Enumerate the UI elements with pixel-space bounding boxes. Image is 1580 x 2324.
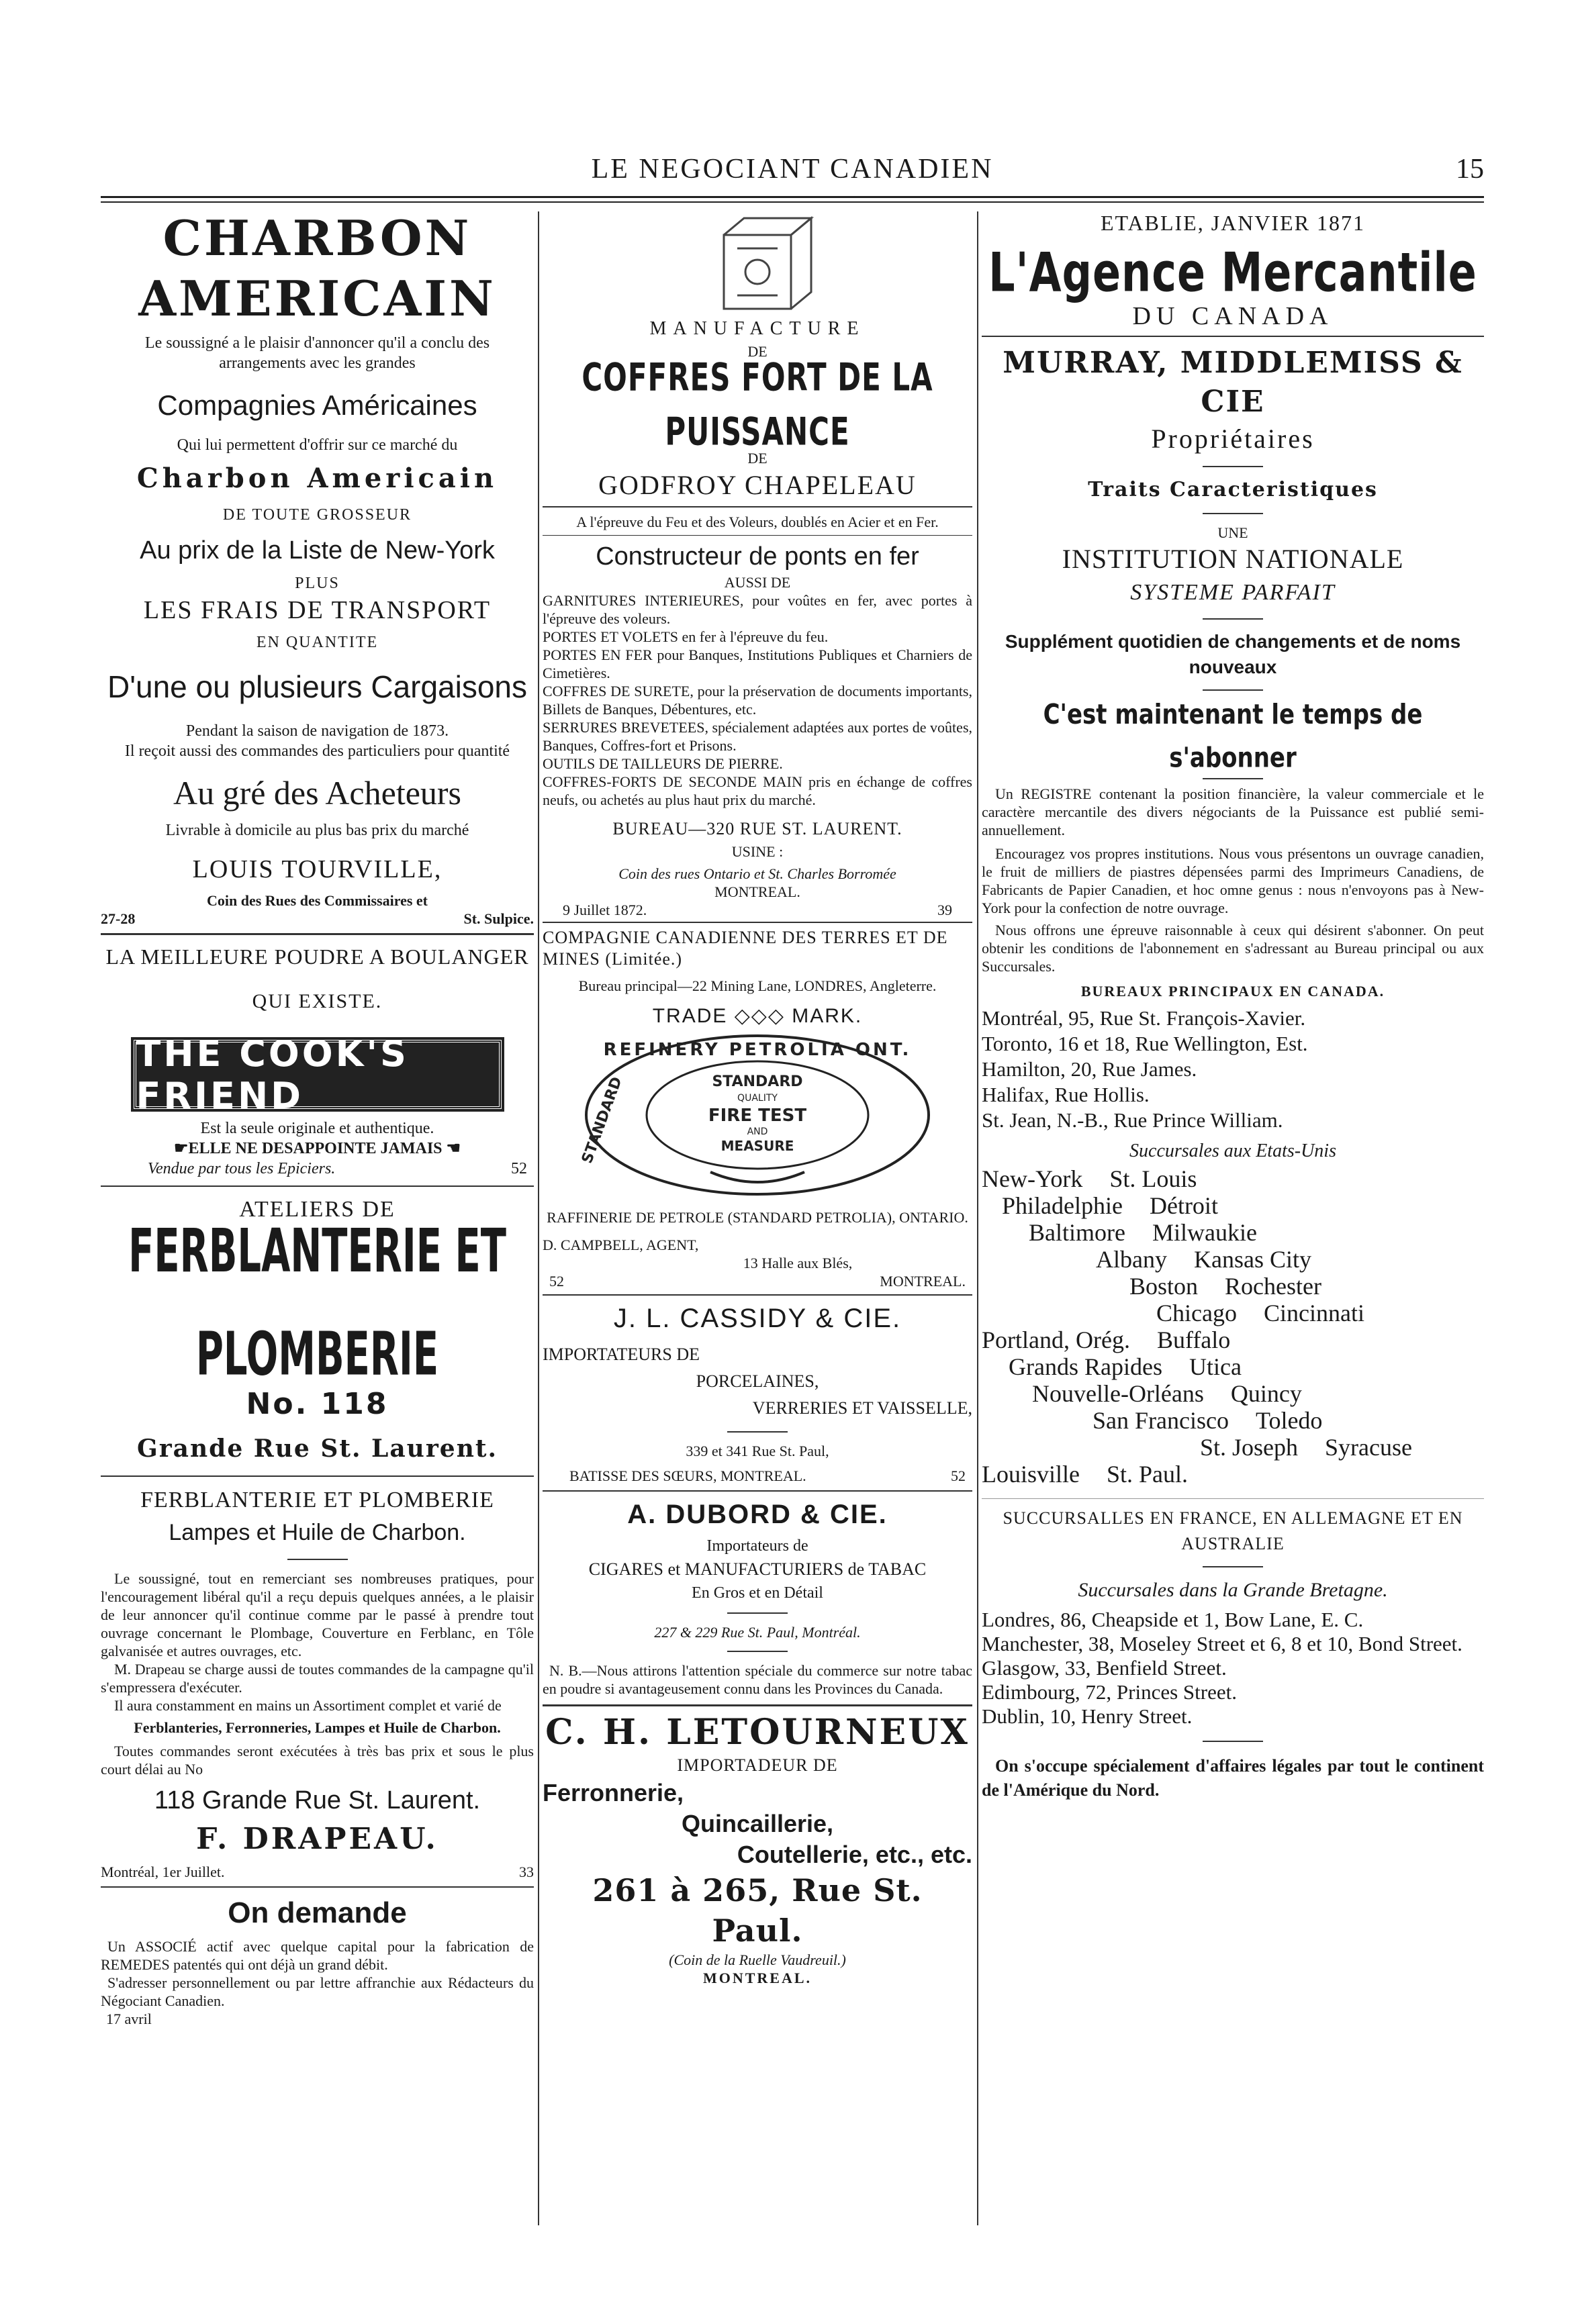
seal-line-4: AND bbox=[747, 1126, 768, 1137]
frais-heading: LES FRAIS DE TRANSPORT bbox=[143, 596, 492, 624]
sadresser-text: S'adresser personnellement ou par lettre affranchie aux Rédacteurs du Négociant Canadien. bbox=[101, 1974, 534, 2009]
usine-city: MONTREAL. bbox=[714, 883, 800, 900]
city-name: Boston bbox=[1129, 1273, 1199, 1300]
column-divider-1 bbox=[538, 211, 539, 2225]
column-divider-2 bbox=[977, 211, 978, 2225]
cassidy-verreries: VERRERIES ET VAISSELLE, bbox=[752, 1398, 972, 1418]
coffres-title: COFFRES FORT DE LA PUISSANCE bbox=[582, 354, 933, 454]
city-name: Toledo bbox=[1255, 1407, 1323, 1434]
ferblanteries-list: Ferblanteries, Ferronneries, Lampes et Huile de Charbon. bbox=[134, 1719, 501, 1736]
letourneux-coutellerie: Coutellerie, etc., etc. bbox=[737, 1841, 972, 1868]
column-2 bbox=[543, 208, 972, 2284]
tourville-num: 27-28 bbox=[101, 910, 136, 927]
letourneux-quincaillerie: Quincaillerie, bbox=[681, 1810, 834, 1837]
recoit-text: Il reçoit aussi des commandes des particuliers pour quantité bbox=[124, 742, 510, 760]
dubord-importateurs: Importateurs de bbox=[706, 1537, 808, 1555]
raffinerie-text: RAFFINERIE DE PETROLE (STANDARD PETROLIA), ONTARIO. bbox=[547, 1209, 968, 1226]
drapeau-body-3: Il aura constamment en mains un Assortiment complet et varié de bbox=[114, 1697, 502, 1714]
ad-drapeau bbox=[101, 1195, 534, 1881]
separator bbox=[101, 933, 534, 935]
gb-office-item: Dublin, 10, Henry Street. bbox=[982, 1704, 1193, 1728]
city-row bbox=[982, 1165, 1484, 1192]
separator bbox=[1203, 689, 1263, 691]
campbell-num: 52 bbox=[549, 1273, 564, 1290]
cassidy-batisse-row bbox=[543, 1460, 972, 1485]
office-item: Montréal, 95, Rue St. François-Xavier. bbox=[982, 1006, 1306, 1030]
de-2: DE bbox=[747, 450, 768, 467]
city-row bbox=[982, 1192, 1484, 1219]
separator bbox=[1203, 466, 1263, 467]
city-name: Philadelphie bbox=[1002, 1192, 1123, 1219]
usine-label: USINE : bbox=[731, 843, 784, 860]
city-row bbox=[982, 1326, 1484, 1353]
letourneux-ferronnerie: Ferronnerie, bbox=[543, 1779, 684, 1806]
city-name: Louisville bbox=[982, 1461, 1080, 1488]
letourneux-coin: (Coin de la Ruelle Vaudreuil.) bbox=[669, 1951, 846, 1968]
dubord-cigares: CIGARES et MANUFACTURIERS de TABAC bbox=[588, 1559, 927, 1579]
ad-compagnie-terres bbox=[543, 927, 972, 1290]
encouragez-text: Encouragez vos propres institutions. Nous vous présentons un ouvrage canadien, le fruit de milliers de piastres dépensées parmi des Imprimeurs Canadiens, de Fabricants de Papier Canadien, et hoc omne genus : nous n'envoyons pas à New-York pour la confection de notre ouvrage. bbox=[982, 845, 1484, 916]
separator bbox=[1203, 513, 1263, 514]
addr-118: 118 Grande Rue St. Laurent. bbox=[154, 1786, 481, 1814]
epreuve-text: A l'épreuve du Feu et des Voleurs, doublés en Acier et en Fer. bbox=[576, 514, 939, 530]
city-row bbox=[982, 1407, 1484, 1434]
separator bbox=[543, 1294, 972, 1296]
cassidy-porcelaines: PORCELAINES, bbox=[696, 1371, 819, 1391]
city-row bbox=[982, 1300, 1484, 1326]
succursales-gb-heading: Succursales dans la Grande Bretagne. bbox=[1078, 1579, 1388, 1601]
portes-volets-text: PORTES ET VOLETS en fer à l'épreuve du feu. bbox=[543, 628, 829, 645]
separator bbox=[101, 1475, 534, 1477]
city-row bbox=[982, 1380, 1484, 1407]
city-name: Rochester bbox=[1225, 1273, 1321, 1300]
separator bbox=[101, 1886, 534, 1888]
separator bbox=[727, 1431, 788, 1433]
gb-office-item: Londres, 86, Cheapside et 1, Bow Lane, E. C. bbox=[982, 1608, 1364, 1631]
de-1: DE bbox=[747, 343, 768, 360]
header-rule bbox=[101, 196, 1484, 198]
city-name: St. Paul. bbox=[1107, 1461, 1189, 1488]
vendue-num: 52 bbox=[511, 1160, 527, 1177]
bureaux-heading: BUREAUX PRINCIPAUX EN CANADA. bbox=[1080, 983, 1385, 1000]
campbell-name: D. CAMPBELL, AGENT, bbox=[543, 1237, 699, 1253]
seal-left-text: STANDARD bbox=[579, 1075, 626, 1166]
traits-heading: Traits Caracteristiques bbox=[1088, 478, 1378, 501]
godfroy-name: GODFROY CHAPELEAU bbox=[598, 470, 917, 500]
journal-title: LE NEGOCIANT CANADIEN bbox=[591, 154, 994, 185]
occupe-text: On s'occupe spécialement d'affaires légales par tout le continent de l'Amérique du Nord. bbox=[982, 1756, 1484, 1800]
associe-text: Un ASSOCIÉ actif avec quelque capital pour la fabrication de REMEDES patentés qui ont déjà un grand débit. bbox=[101, 1938, 534, 1973]
supplement-text: Supplément quotidien de changements et de noms nouveaux bbox=[1005, 631, 1461, 677]
serrures-text: SERRURES BREVETEES, spécialement adaptées aux portes de voûtes, Banques, Coffres-fort et Prisons. bbox=[543, 719, 972, 754]
ad-cooks-friend bbox=[101, 942, 534, 1179]
tourville-st-sulpice: St. Sulpice. bbox=[463, 910, 534, 927]
campbell-row bbox=[543, 1272, 972, 1290]
separator bbox=[1203, 1741, 1263, 1742]
ferblanterie-subheading: FERBLANTERIE ET PLOMBERIE bbox=[140, 1488, 494, 1512]
ad-cassidy bbox=[543, 1302, 972, 1485]
toutes-commandes: Toutes commandes seront exécutées à très bas prix et sous le plus court délai au No bbox=[101, 1743, 534, 1778]
en-quantite: EN QUANTITE bbox=[256, 634, 379, 651]
separator bbox=[543, 506, 972, 507]
on-demande-heading: On demande bbox=[228, 1896, 407, 1929]
office-item: Toronto, 16 et 18, Rue Wellington, Est. bbox=[982, 1032, 1308, 1055]
letourneux-importadeur: IMPORTADEUR DE bbox=[677, 1755, 838, 1775]
city-name: Grands Rapides bbox=[1009, 1353, 1162, 1380]
tourville-address-row bbox=[101, 910, 534, 928]
city-name: Nouvelle-Orléans bbox=[1032, 1380, 1204, 1407]
drapeau-name: F. DRAPEAU. bbox=[196, 1822, 438, 1856]
city-name: Quincy bbox=[1230, 1380, 1302, 1407]
page-header bbox=[101, 149, 1484, 189]
separator bbox=[543, 1704, 972, 1706]
drapeau-date: Montréal, 1er Juillet. bbox=[101, 1863, 225, 1880]
seal-line-2: QUALITY bbox=[737, 1093, 778, 1104]
letourneux-name: C. H. LETOURNEUX bbox=[545, 1712, 970, 1753]
grande-rue-heading: Grande Rue St. Laurent. bbox=[136, 1435, 498, 1463]
tourville-coin: Coin des Rues des Commissaires et bbox=[207, 892, 428, 909]
cassidy-importateurs: IMPORTATEURS DE bbox=[543, 1345, 700, 1364]
dubord-name: A. DUBORD & CIE. bbox=[627, 1500, 888, 1529]
separator bbox=[1203, 1566, 1263, 1567]
city-name: St. Joseph bbox=[1200, 1434, 1299, 1461]
separator bbox=[543, 1490, 972, 1492]
office-item: Halifax, Rue Hollis. bbox=[982, 1083, 1150, 1106]
manufacture-heading: MANUFACTURE bbox=[649, 318, 866, 339]
coffres-surete-text: COFFRES DE SURETE, pour la préservation de documents importants, Billets de Banques, Débentures, etc. bbox=[543, 683, 972, 718]
bureau-address: BUREAU—320 RUE ST. LAURENT. bbox=[612, 819, 902, 838]
separator bbox=[287, 1559, 348, 1560]
qui-lui-text: Qui lui permettent d'offrir sur ce marché du bbox=[177, 436, 458, 454]
toute-grosseur: DE TOUTE GROSSEUR bbox=[222, 506, 412, 524]
constructeur-heading: Constructeur de ponts en fer bbox=[596, 542, 919, 571]
ateliers-heading: ATELIERS DE bbox=[239, 1197, 396, 1222]
seal-top-text: REFINERY PETROLIA ONT. bbox=[603, 1040, 912, 1060]
compagnies-heading: Compagnies Américaines bbox=[157, 389, 477, 421]
column-3 bbox=[982, 208, 1484, 2284]
cooks-friend-text: THE COOK'S FRIEND bbox=[136, 1032, 409, 1117]
campbell-halle: 13 Halle aux Blés, bbox=[743, 1255, 853, 1271]
charbon-intro: Le soussigné a le plaisir d'annoncer qu'il a conclu des arrangements avec les grandes bbox=[144, 334, 490, 372]
cest-maintenant-heading: C'est maintenant le temps de s'abonner bbox=[1043, 698, 1423, 775]
institution-heading: INSTITUTION NATIONALE bbox=[1062, 544, 1404, 574]
murray-heading: MURRAY, MIDDLEMISS & CIE bbox=[1003, 346, 1463, 419]
city-name: Baltimore bbox=[1029, 1219, 1125, 1246]
ferblanterie-title: FERBLANTERIE ET PLOMBERIE bbox=[128, 1216, 506, 1390]
city-name: Syracuse bbox=[1325, 1434, 1412, 1461]
succursales-fr-heading: SUCCURSALLES EN FRANCE, EN ALLEMAGNE ET EN AUSTRALIE bbox=[1003, 1508, 1463, 1553]
safe-icon bbox=[543, 208, 972, 316]
city-name: Portland, Orég. bbox=[982, 1326, 1130, 1353]
separator bbox=[543, 922, 972, 923]
aussi-de: AUSSI DE bbox=[724, 574, 791, 591]
seule-text: Est la seule originale et authentique. bbox=[200, 1120, 434, 1137]
city-name: Albany bbox=[1096, 1246, 1167, 1273]
city-name: Chicago bbox=[1156, 1300, 1237, 1326]
agence-title: L'Agence Mercantile bbox=[988, 240, 1477, 304]
dubord-nb: N. B.—Nous attirons l'attention spéciale du commerce sur notre tabac en poudre si avantageusement connu dans les Provinces du Canada. bbox=[543, 1662, 972, 1697]
dubord-en-gros: En Gros et en Détail bbox=[692, 1584, 823, 1602]
lampes-heading: Lampes et Huile de Charbon. bbox=[169, 1520, 466, 1545]
au-gre-heading: Au gré des Acheteurs bbox=[173, 774, 462, 812]
qui-existe: QUI EXISTE. bbox=[252, 990, 383, 1012]
city-name: Kansas City bbox=[1193, 1246, 1311, 1273]
garnitures-text: GARNITURES INTERIEURES, pour voûtes en fer, avec portes à l'épreuve des voleurs. bbox=[543, 592, 972, 627]
cassidy-name: J. L. CASSIDY & CIE. bbox=[613, 1304, 902, 1333]
pendant-text: Pendant la saison de navigation de 1873. bbox=[185, 722, 449, 740]
vendue-text: Vendue par tous les Epiciers. bbox=[148, 1160, 336, 1177]
city-row bbox=[982, 1273, 1484, 1300]
etablie-heading: ETABLIE, JANVIER 1871 bbox=[1100, 211, 1366, 235]
gb-office-item: Glasgow, 33, Benfield Street. bbox=[982, 1656, 1227, 1680]
no-118: No. 118 bbox=[246, 1387, 389, 1421]
ad-charbon-americain bbox=[101, 208, 534, 928]
ad-on-demande bbox=[101, 1893, 534, 2028]
city-name: Buffalo bbox=[1156, 1326, 1231, 1353]
cassidy-num: 52 bbox=[951, 1467, 966, 1484]
du-canada: DU CANADA bbox=[1132, 302, 1334, 330]
drapeau-body-1: Le soussigné, tout en remerciant ses nombreuses pratiques, pour l'encouragement libéral qu'il a reçu depuis quelques années, a le plaisir de leur annoncer qu'il continue comme par le passé à prendre tout ouvrage concernant le Plombage, Couverture en Ferblanc, en Tôle galvanisée et autres ouvrages, etc. bbox=[101, 1570, 534, 1659]
city-row bbox=[982, 1246, 1484, 1273]
plus-text: PLUS bbox=[295, 575, 340, 592]
trade-mark: TRADE ◇◇◇ MARK. bbox=[652, 1005, 863, 1027]
city-name: Détroit bbox=[1149, 1192, 1218, 1219]
seconde-main-text: COFFRES-FORTS DE SECONDE MAIN pris en échange de coffres neufs, ou achetés au plus haut prix du marché. bbox=[543, 773, 972, 808]
office-item: Hamilton, 20, Rue James. bbox=[982, 1057, 1197, 1081]
city-name: New-York bbox=[982, 1165, 1083, 1192]
livrable-text: Livrable à domicile au plus bas prix du marché bbox=[165, 822, 469, 839]
chapeleau-num: 39 bbox=[937, 902, 952, 918]
au-prix-heading: Au prix de la Liste de New-York bbox=[140, 536, 495, 565]
bureau-principal: Bureau principal—22 Mining Lane, LONDRES, Angleterre. bbox=[578, 977, 937, 994]
desappointe-text: ☛ELLE NE DESAPPOINTE JAMAIS ☚ bbox=[173, 1140, 461, 1157]
city-name: St. Louis bbox=[1109, 1165, 1197, 1192]
drapeau-num: 33 bbox=[519, 1863, 534, 1880]
city-name: Cincinnati bbox=[1263, 1300, 1364, 1326]
separator bbox=[982, 1498, 1484, 1499]
vendue-row bbox=[101, 1159, 534, 1179]
coin-usine: Coin des rues Ontario et St. Charles Borromée bbox=[618, 865, 896, 882]
offrons-text: Nous offrons une épreuve raisonnable à ceux qui désirent s'abonner. On peut obtenir les conditions de l'abonnement en s'adressant au Bureau principal ou aux Succursales. bbox=[982, 922, 1484, 975]
drapeau-body-2: M. Drapeau se charge aussi de toutes commandes de la campagne qu'il s'empressera d'exécuter. bbox=[101, 1661, 534, 1696]
cassidy-addr: 339 et 341 Rue St. Paul, bbox=[686, 1443, 829, 1459]
seal-icon bbox=[543, 1031, 972, 1199]
separator bbox=[982, 336, 1484, 337]
ad-chapeleau bbox=[543, 208, 972, 919]
refinery-seal bbox=[543, 1031, 972, 1199]
city-row bbox=[982, 1461, 1484, 1488]
separator bbox=[101, 1185, 534, 1187]
column-1 bbox=[101, 208, 534, 2284]
separator bbox=[543, 535, 972, 536]
drapeau-date-row bbox=[101, 1863, 534, 1881]
cooks-friend-logo bbox=[134, 1032, 502, 1117]
compagnie-heading: COMPAGNIE CANADIENNE DES TERRES ET DE MINES (Limitée.) bbox=[543, 928, 948, 969]
tourville-name: LOUIS TOURVILLE, bbox=[192, 855, 443, 883]
gb-offices-list bbox=[982, 1608, 1484, 1729]
safe-illustration bbox=[543, 208, 972, 316]
separator bbox=[1203, 618, 1263, 620]
chapeleau-date: 9 Juillet 1872. bbox=[563, 902, 647, 918]
avril-date: 17 avril bbox=[106, 2011, 152, 2027]
us-cities-list bbox=[982, 1165, 1484, 1488]
ad-letourneux bbox=[543, 1712, 972, 1987]
poudre-heading: LA MEILLEURE POUDRE A BOULANGER bbox=[105, 945, 529, 969]
city-name: Milwaukie bbox=[1152, 1219, 1257, 1246]
ad-agence-mercantile bbox=[982, 208, 1484, 1802]
systeme-heading: SYSTEME PARFAIT bbox=[1130, 580, 1336, 605]
city-row bbox=[982, 1219, 1484, 1246]
office-item: St. Jean, N.-B., Rue Prince William. bbox=[982, 1108, 1283, 1132]
page-number: 15 bbox=[1456, 154, 1484, 185]
portes-fer-text: PORTES EN FER pour Banques, Institutions Publiques et Charniers de Cimetières. bbox=[543, 646, 972, 681]
registre-text: Un REGISTRE contenant la position financière, la valeur commerciale et le caractère mercantile des divers négociants de la Puissance est publié semi-annuellement. bbox=[982, 785, 1484, 838]
city-row bbox=[982, 1434, 1484, 1461]
separator bbox=[727, 1612, 788, 1614]
seal-line-1: STANDARD bbox=[712, 1073, 803, 1090]
chapeleau-date-row bbox=[543, 901, 972, 919]
charbon-title: CHARBON AMERICAIN bbox=[138, 209, 496, 327]
separator bbox=[727, 1651, 788, 1652]
une-text: UNE bbox=[1217, 524, 1248, 541]
gb-office-item: Manchester, 38, Moseley Street et 6, 8 et 10, Bond Street. bbox=[982, 1632, 1462, 1655]
proprietaires: Propriétaires bbox=[1151, 424, 1315, 454]
letourneux-city: MONTREAL. bbox=[702, 1970, 812, 1986]
city-row bbox=[982, 1353, 1484, 1380]
city-name: Utica bbox=[1189, 1353, 1242, 1380]
seal-line-3: FIRE TEST bbox=[708, 1106, 807, 1126]
outils-text: OUTILS DE TAILLEURS DE PIERRE. bbox=[543, 755, 783, 772]
cargaisons-heading: D'une ou plusieurs Cargaisons bbox=[107, 669, 528, 704]
campbell-city: MONTREAL. bbox=[880, 1273, 966, 1290]
charbon-americain-line: Charbon Americain bbox=[136, 463, 498, 494]
dubord-addr: 227 & 229 Rue St. Paul, Montréal. bbox=[654, 1624, 861, 1641]
cassidy-batisse: BATISSE DES SŒURS, MONTREAL. bbox=[569, 1467, 806, 1484]
succursales-us-heading: Succursales aux Etats-Unis bbox=[1129, 1141, 1336, 1161]
offices-list bbox=[982, 1006, 1484, 1133]
ad-dubord bbox=[543, 1498, 972, 1698]
letourneux-addr: 261 à 265, Rue St. Paul. bbox=[592, 1872, 923, 1949]
city-name: San Francisco bbox=[1093, 1407, 1229, 1434]
header-rule-2 bbox=[101, 201, 1484, 203]
seal-line-5: MEASURE bbox=[721, 1138, 794, 1154]
gb-office-item: Edimbourg, 72, Princes Street. bbox=[982, 1680, 1237, 1704]
